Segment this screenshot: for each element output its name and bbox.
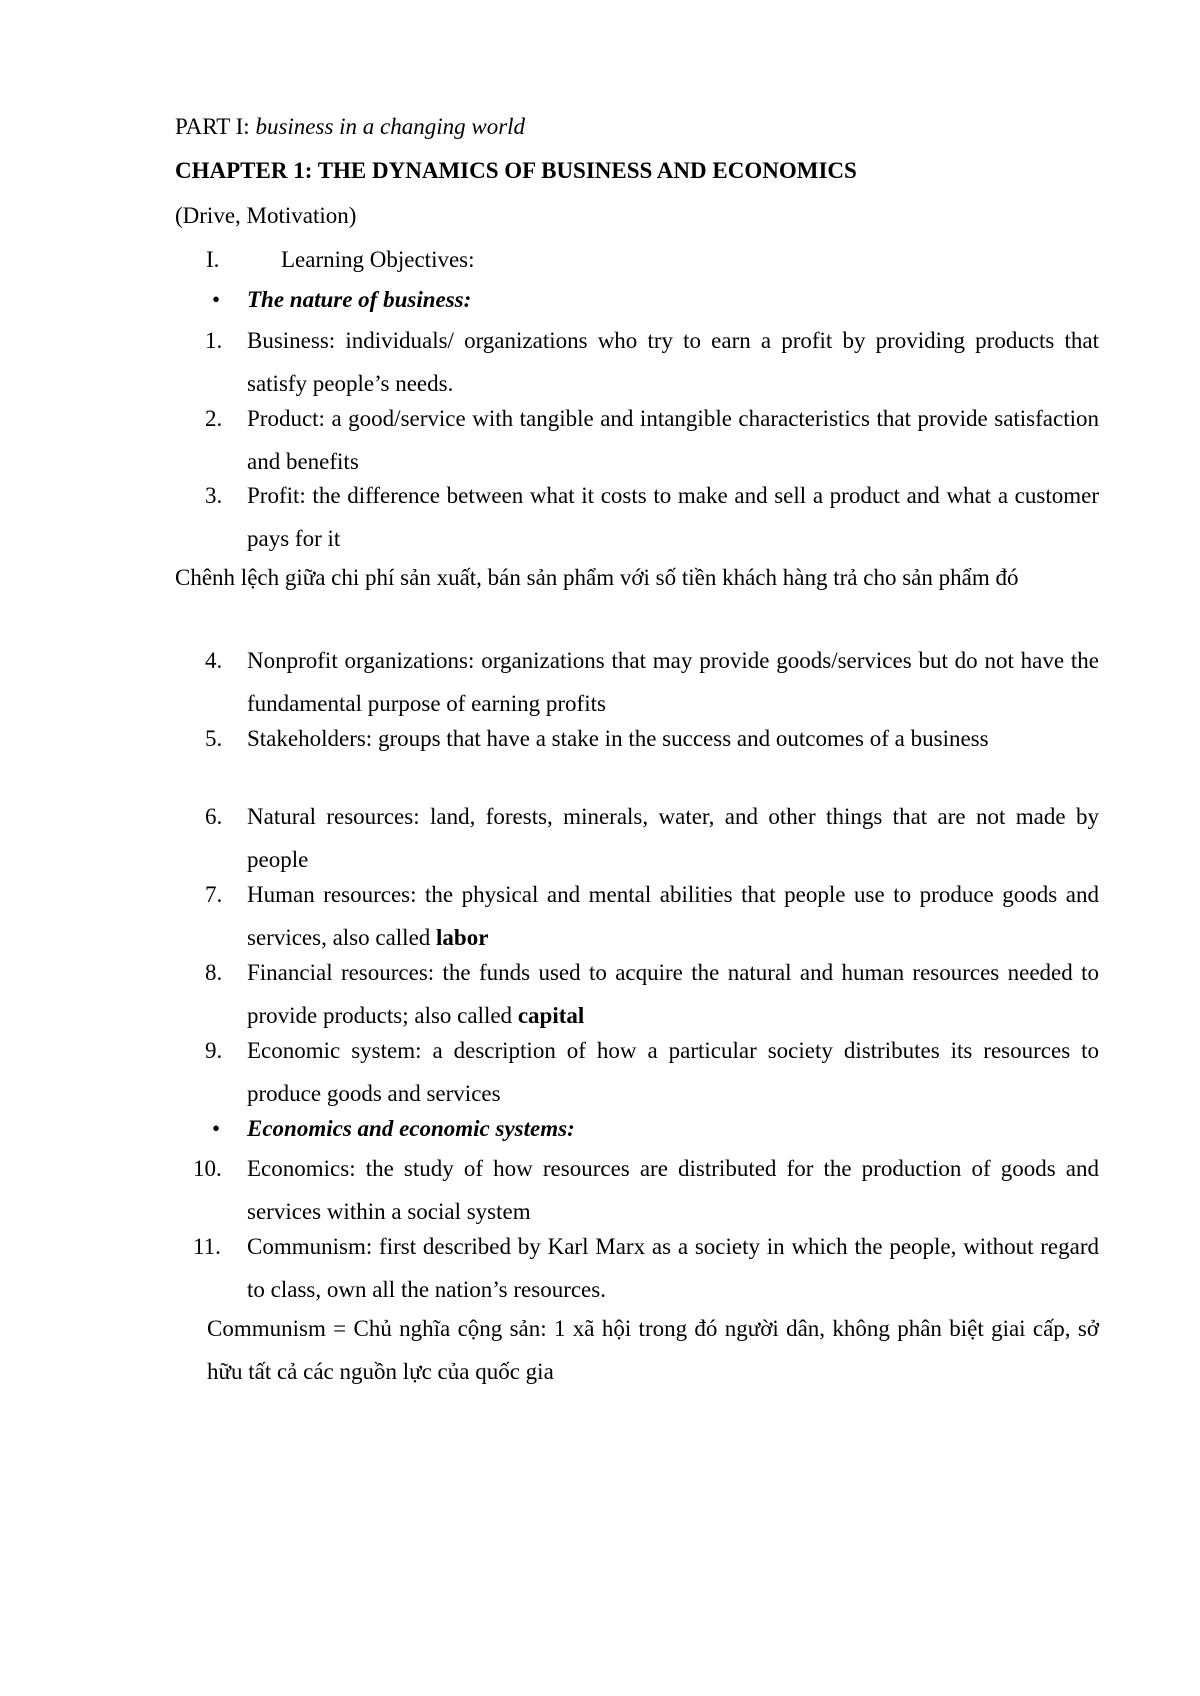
part-title: business in a changing world [255, 114, 526, 139]
list-number: 5. [205, 726, 223, 751]
list-number: 6. [205, 804, 223, 829]
section-number: I. [206, 247, 220, 272]
list-item: Natural resources: land, forests, minerals, water, and other things that are not made by people [247, 804, 1099, 872]
list-item: Product: a good/service with tangible and intangible characteristics that provide satisfaction and benefits [247, 406, 1099, 474]
list-number: 4. [205, 648, 223, 673]
list-number: 9. [205, 1038, 223, 1063]
part-heading [175, 113, 525, 141]
list-item: Business: individuals/ organizations who try to earn a profit by providing products that satisfy people’s needs. [247, 328, 1099, 396]
list-item [247, 874, 1099, 959]
list-item: Economics: the study of how resources are distributed for the production of goods and services within a social system [247, 1156, 1099, 1224]
list-number: 11. [193, 1234, 221, 1259]
chapter-note: (Drive, Motivation) [175, 203, 357, 228]
list-item: Economic system: a description of how a particular society distributes its resources to produce goods and services [247, 1038, 1099, 1106]
list-number: 2. [205, 406, 223, 431]
bullet-symbol: • [212, 287, 221, 312]
chapter-title: CHAPTER 1: THE DYNAMICS OF BUSINESS AND ECONOMICS [175, 158, 857, 183]
key-term-labor: labor [436, 924, 489, 950]
list-item: Communism: first described by Karl Marx as a society in which the people, without regard to class, own all the nation’s resources. [247, 1234, 1099, 1302]
part-label: PART I: [175, 114, 250, 139]
list-item-text: Human resources: the physical and mental abilities that people use to produce goods and services, also called [247, 882, 1099, 950]
section-label: Learning Objectives: [281, 247, 475, 272]
bullet-heading-economics: Economics and economic systems: [247, 1116, 575, 1141]
list-item: Stakeholders: groups that have a stake in the success and outcomes of a business [247, 726, 989, 751]
list-number: 10. [193, 1156, 222, 1181]
list-number: 3. [205, 483, 223, 508]
key-term-capital: capital [517, 1002, 585, 1028]
list-item [247, 952, 1099, 1037]
bullet-symbol: • [212, 1116, 221, 1141]
vietnamese-note-profit: Chênh lệch giữa chi phí sản xuất, bán sản phẩm với số tiền khách hàng trả cho sản phẩm đó [175, 565, 1019, 590]
list-item: Nonprofit organizations: organizations that may provide goods/services but do not have the fundamental purpose of earning profits [247, 648, 1099, 716]
list-number: 8. [205, 960, 223, 985]
list-number: 1. [205, 328, 223, 353]
list-item: Profit: the difference between what it costs to make and sell a product and what a customer pays for it [247, 483, 1099, 551]
vietnamese-note-communism: Communism = Chủ nghĩa cộng sản: 1 xã hội trong đó người dân, không phân biệt giai cấp, sở hữu tất cả các nguồn lực của quốc gia [207, 1316, 1099, 1384]
list-number: 7. [205, 882, 223, 907]
list-item-text: Financial resources: the funds used to acquire the natural and human resources needed to provide products; also called [247, 960, 1099, 1028]
bullet-heading-nature: The nature of business: [247, 287, 472, 312]
